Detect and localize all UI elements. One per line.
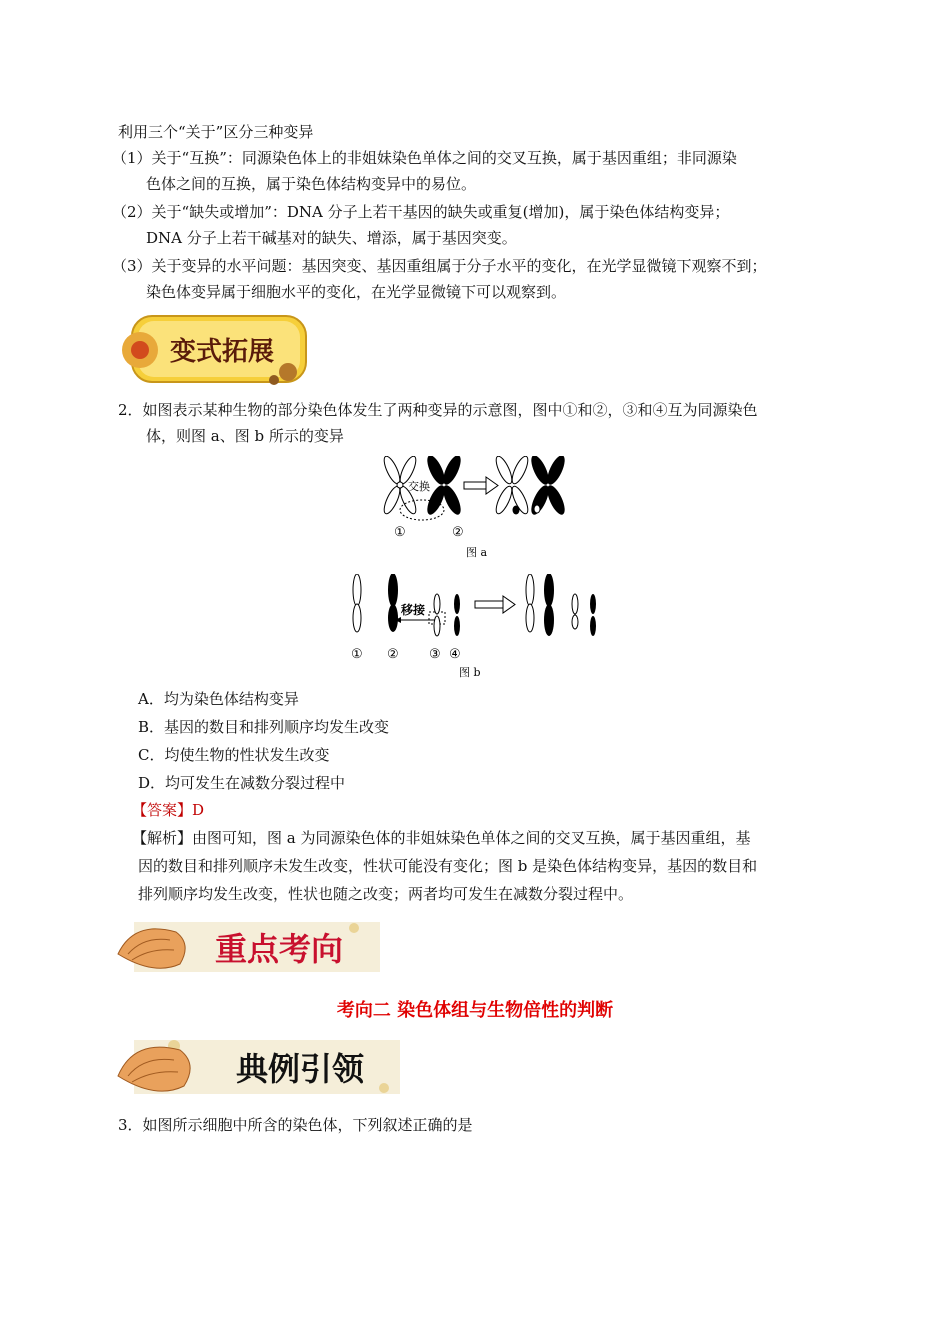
arrow-right-icon [464,477,498,494]
chr-b2-result [544,574,554,636]
option-d: D．均可发生在减数分裂过程中 [138,774,346,792]
intro-title: 利用三个“关于”区分三种变异 [118,123,314,141]
banner2-text: 重点考向 [214,930,344,968]
analysis-text1: 由图可知，图 a 为同源染色体的非姐妹染色单体之间的交叉互换，属于基因重组，基 [192,829,751,847]
figure-a [380,456,580,564]
chromosome-1-result [493,456,531,516]
intro-p3-line2: 染色体变异属于细胞水平的变化，在光学显微镜下可以观察到。 [146,283,567,301]
chr-b1-result [526,574,534,632]
intro-p2-line1: （2）关于“缺失或增加”：DNA 分子上若干基因的缺失或重复(增加)，属于染色体结构变异； [112,203,730,221]
answer-value: D [192,801,205,819]
option-b: B．基因的数目和排列顺序均发生改变 [138,718,390,736]
fig-b-caption: 图 b [459,666,481,679]
answer-tag: 【答案】 [132,801,193,819]
intro-p1-line1: （1）关于“互换”：同源染色体上的非姐妹染色单体之间的交叉互换，属于基因重组；非同源染 [112,149,737,167]
section-title: 考向二 染色体组与生物倍性的判断 [336,1000,614,1021]
label-n1: ① [394,525,406,540]
typical-example-banner [114,1030,404,1100]
label-b-n4: ④ [449,647,461,662]
answer [132,799,204,821]
chr-b3-result [572,594,578,629]
figure-b [345,574,605,684]
q2-stem-line2: 体，则图 a、图 b 所示的变异 [146,427,344,445]
arrow-right-icon [475,596,515,613]
analysis-line2: 因的数目和排列顺序未发生改变，性状可能没有变化；图 b 是染色体结构变异，基因的数目和 [138,857,758,875]
label-b-n1: ① [351,647,363,662]
intro-p1-line2: 色体之间的互换，属于染色体结构变异中的易位。 [146,175,477,193]
analysis-line3: 排列顺序均发生改变，性状也随之改变；两者均可发生在减数分裂过程中。 [138,885,634,903]
intro-p3-line1: （3）关于变异的水平问题：基因突变、基因重组属于分子水平的变化，在光学显微镜下观察不到； [112,257,767,275]
chr-b2 [388,574,398,632]
label-n2: ② [452,525,464,540]
q3-stem: 3．如图所示细胞中所含的染色体，下列叙述正确的是 [118,1116,473,1134]
q2-stem-line1: 2．如图表示某种生物的部分染色体发生了两种变异的示意图，图中①和②，③和④互为同源染色 [118,401,758,419]
variant-extension-banner [118,310,313,390]
label-b-n3: ③ [429,647,441,662]
banner1-text: 变式拓展 [169,337,275,367]
chr-b1 [353,574,361,632]
analysis-tag: 【解析】 [132,829,193,847]
exchange-label: 交换 [408,480,430,493]
option-c: C．均使生物的性状发生改变 [138,746,330,764]
chr-b4 [454,594,460,636]
option-a: A．均为染色体结构变异 [138,690,299,708]
transfer-label: 移接 [401,603,426,617]
shell-icon [118,929,185,968]
intro-p2-line2: DNA 分子上若干碱基对的缺失、增添，属于基因突变。 [146,229,517,247]
fig-a-caption: 图 a [466,546,488,559]
banner3-text: 典例引领 [235,1050,365,1088]
key-direction-banner [114,914,384,976]
shell-icon [118,1047,190,1091]
chr-b3 [434,594,440,636]
analysis-line1 [132,827,751,849]
chr-b4-result [590,594,596,636]
chromosome-2-result [528,456,568,517]
label-b-n2: ② [387,647,399,662]
